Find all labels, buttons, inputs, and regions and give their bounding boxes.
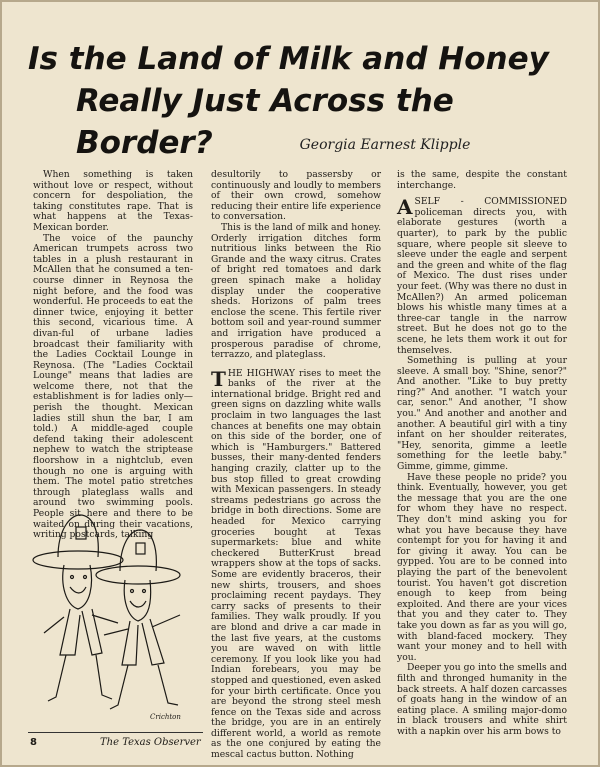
headline-line-1: Is the Land of Milk and Honey (28, 41, 549, 77)
paragraph: When something is taken without love or respect, without concern for despoliation, the taking constitutes rape. That is what happens at the Texas-Mexican border. (33, 169, 193, 233)
paragraph: The voice of the paunchy American trumpets across two tables in a plush restaurant in McAllen that he consumed a ten-course dinner in Reynosa the night before, and the food was wonderful. He proceeds to eat the dinner twice, enjoying it better this second, vicarious time. A divan-ful of urbane ladies broadcast their familiarity with the Ladies Cocktail Lounge in Reynosa. (The "Ladies Cocktail Lounge" means that ladies are welcome there, not that the establishment is for ladies only—perish the thought. Mexican ladies still shun the bar, I am told.) A middle-aged couple defend taking their adolescent nephew to watch the striptease floorshow in a nightclub, even though no one is arguing with them. The motel patio stretches through plateglass walls and around two swimming pools. People sit here and there to be waited on during their vacations, writing postcards, talking (33, 232, 193, 541)
paragraph: Deeper you go into the smells and filth and thronged humanity in the back streets. A half dozen carcasses of goats hang in the window of an eating place. A smiling major-domo in black trousers and white shirt with a napkin over his arm bows to (397, 662, 567, 737)
author-byline: Georgia Earnest Klipple (299, 137, 471, 153)
paragraph: This is the land of milk and honey. Orderly irrigation ditches form nutritious links between the Rio Grande and the waxy citrus. Crates of bright red tomatoes and dark green spinach make a holiday display under the cooperative sheds. Horizons of palm trees enclose the scene. This fertile river bottom soil and year-round summer and irrigation have produced a prosperous paradise of chrome, terrazzo, and plateglass. (211, 221, 381, 361)
drop-cap: T (211, 366, 226, 391)
paragraph: Have these people no pride? you think. Eventually, however, you get the message that you are the one for whom they have no respect. They don't mind asking you for what you have because they have contempt for you for having it and for giving it away. You can be gypped. You are to be conned into playing the part of the benevolent tourist. You haven't got discretion enough to keep from being exploited. And there are your vices that you and they cater to. They take you down as far as you will go, with bland-faced mockery. They want your money and to hell with you. (397, 471, 567, 663)
publication-name: The Texas Observer (100, 737, 201, 748)
paragraph-text: SELF - COMMISSIONED policeman directs you, with elaborate gestures (worth a quarter), to park by the public square, where people sit sleeve to sleeve under the eagle and serpent and the green and white of the flag of Mexico. The dust rises under your feet. (Why was there no dust in McAllen?) An armed policeman blows his whistle many times at a three-car tangle in the narrow street. But he does not go to the scene, he lets them work it out for themselves. (397, 196, 567, 356)
headline-line-2: Really Just Across the Border? (76, 83, 454, 161)
paragraph-with-dropcap (397, 197, 567, 356)
paragraph-text: HE HIGHWAY rises to meet the banks of the river at the international bridge. Bright red and green signs on dazzling white walls proclaim in two languages the last chances at benefits one may obtain on this side of the border, one of which is "Hamburgers." Battered busses, their many-dented fenders hanging crazily, clatter up to the bus stop filled to great crowding with Mexican passengers. In steady streams pedestrians go across the bridge in both directions. Some are headed for Mexico carrying groceries bought at Texas supermarkets: blue and white checkered ButterKrust bread wrappers show at the tops of sacks. Some are evidently braceros, their new shirts, trousers, and shoes proclaiming recent paydays. They carry sacks of presents to their families. They walk proudly. If you are blond and drive a car made in the last five years, at the customs you are waved on with little ceremony. If you look like you had Indian forebears, you may be stopped and questioned, even asked for your birth certificate. Once you are beyond the strong steel mesh fence on the Texas side and across the bridge, you are in an entirely different world, a world as remote as the one conjured by eating the mescal cactus button. Nothing (211, 367, 381, 761)
paragraph: is the same, despite the constant interchange. (397, 169, 567, 191)
article-column-2 (211, 170, 381, 761)
paragraph: Something is pulling at your sleeve. A small boy. "Shine, senor?" And another. "Like to buy pretty ring?" And another. "I watch your car, senor." And another, "I show you." And another and another and another. A beautiful girl with a tiny infant on her shoulder reiterates, "Hey, senorita, gimme a leetle something for the leetle baby." Gimme, gimme, gimme. (397, 355, 567, 473)
illustrator-signature: Crichton (150, 713, 181, 721)
page-number: 8 (30, 737, 37, 748)
article-column-1 (33, 170, 193, 541)
paragraph-with-dropcap (211, 366, 381, 761)
drop-cap: A (397, 195, 413, 220)
footer-rule (28, 732, 203, 733)
paragraph: desultorily to passersby or continuously and loudly to members of their own crowd, somehow reducing their entire life experience to conversation. (211, 169, 381, 223)
article-column-3 (397, 170, 567, 737)
sombrero-cartoon-illustration (30, 505, 195, 725)
